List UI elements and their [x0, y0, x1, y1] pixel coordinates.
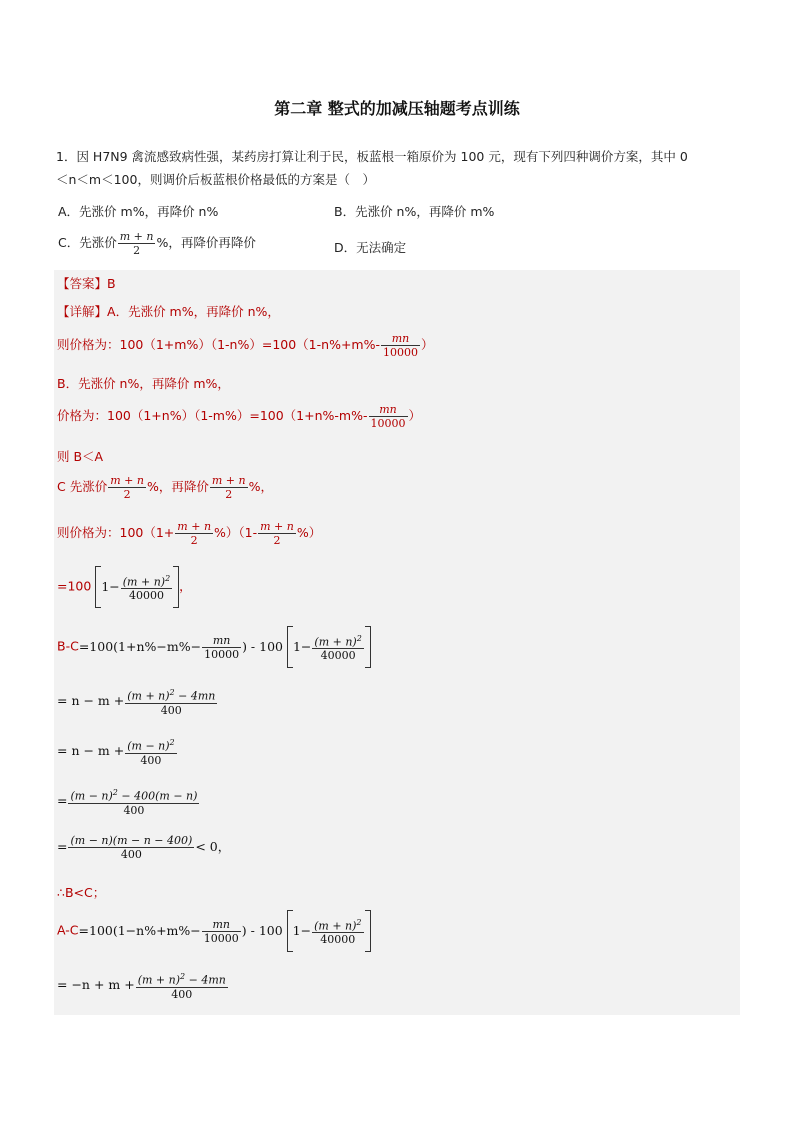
option-d: D．无法确定 [334, 240, 407, 255]
detail-line-16: = −n + m + $\frac{(m + n)^2 - 4mn}{400}$ [57, 972, 226, 1001]
detail-line-6: C 先涨价 $\frac{m + n}{2}$ %，再降价 $\frac{m + n}{2}$ %， [57, 474, 273, 501]
option-c-post: %，再降价再降价 [156, 235, 256, 250]
detail-line-4: 价格为：100（1+n%）（1-m%）=100（1+n%-m%- $\frac{mn}{10000}$ ） [57, 403, 422, 430]
option-c-pre: C．先涨价 [58, 235, 117, 250]
detail-line-11: = n − m + $\frac{(m - n)^2}{400}$ [57, 738, 175, 767]
question-line-1: 1．因 H7N9 禽流感致病性强，某药房打算让利于民，板蓝根一箱原价为 100 元，现有下列四种调价方案，其中 0 [56, 149, 688, 164]
detail-line-1 [57, 302, 280, 320]
option-a: A．先涨价 m%，再降价 n% [58, 204, 219, 219]
detail-line-3: B．先涨价 n%，再降价 m%， [57, 376, 230, 391]
detail-line-7: 则价格为：100（1+ $\frac{m + n}{2}$ %）（1- $\frac{m + n}{2}$ %） [57, 520, 322, 547]
detail-line-10: = n − m + $\frac{(m + n)^2 - 4mn}{400}$ [57, 688, 216, 717]
detail-line-15: A-C=100(1−n%+m%− $\frac{mn}{10000}$ ) - 100 1− $\frac{(m + n)^2}{40000}$ [57, 910, 371, 952]
option-c [58, 230, 256, 257]
question-stem [56, 145, 740, 191]
detail-line-12: = $\frac{(m - n)^2 - 400(m - n)}{400}$ [57, 788, 198, 817]
detail-label: 【详解】 [57, 304, 108, 319]
option-b: B．先涨价 n%，再降价 m% [334, 204, 495, 219]
detail-line-13: = $\frac{(m - n)(m - n - 400)}{400}$ < 0， [57, 834, 231, 861]
answer-label: 【答案】B [57, 276, 116, 291]
detail-line-8: =100 1− $\frac{(m + n)^2}{40000}$ ， [57, 566, 192, 608]
detail-line-2: 则价格为：100（1+m%）（1-n%）=100（1-n%+m%- $\frac{mn}{10000}$ ） [57, 332, 434, 359]
question-line-2: ＜n＜m＜100，则调价后板蓝根价格最低的方案是（ ） [56, 172, 375, 187]
page-title: 第二章 整式的加减压轴题考点训练 [274, 99, 520, 118]
detail-a-text: A．先涨价 m%，再降价 n%， [107, 304, 280, 319]
detail-line-14: ∴B<C； [57, 885, 106, 900]
detail-line-9: B-C=100(1+n%−m%− $\frac{mn}{10000}$ ) - 100 1− $\frac{(m + n)^2}{40000}$ [57, 626, 371, 668]
detail-line-5: 则 B＜A [57, 449, 104, 464]
fraction: $\frac{m + n}{2}$ [119, 230, 154, 257]
